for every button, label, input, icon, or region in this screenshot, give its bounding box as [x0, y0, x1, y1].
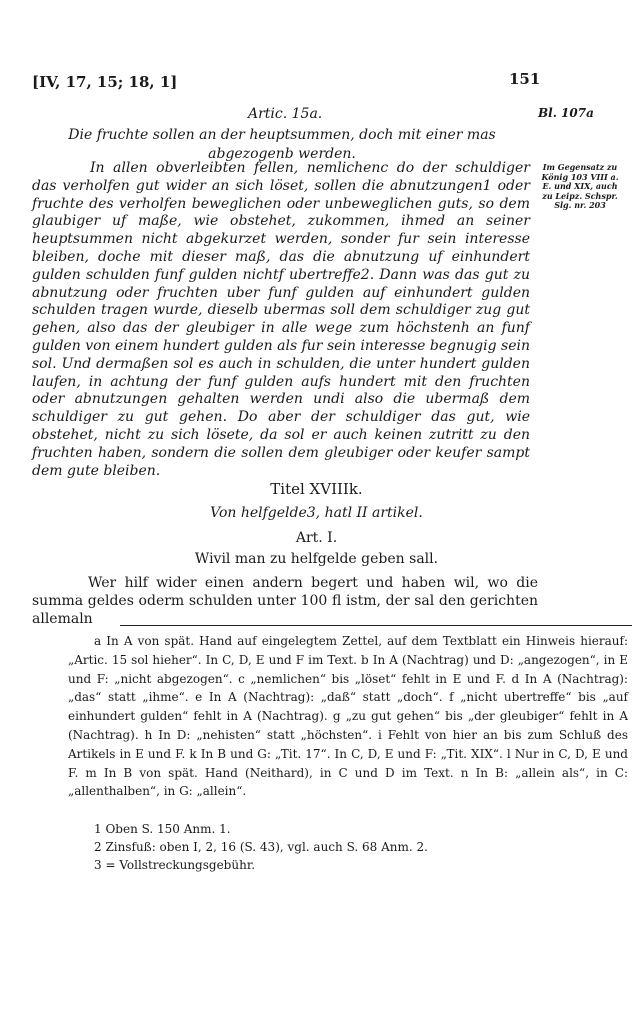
title-subheading: Von helfgelde3, hatl II artikel.	[210, 505, 423, 521]
margin-note: Im Gegensatz zu König 103 VIII a. E. und XIX, auch zu Leipz. Schspr. Slg. nr. 203	[541, 162, 619, 210]
footnote-3: 3 = Vollstreckungsgebühr.	[94, 858, 256, 872]
page-number: 151	[509, 70, 541, 88]
critical-apparatus	[68, 632, 628, 801]
article-heading: Artic. 15a.	[248, 106, 323, 122]
footnote-1: 1 Oben S. 150 Anm. 1.	[94, 822, 231, 836]
footnote-divider	[120, 625, 632, 626]
folio-reference: Bl. 107a	[538, 106, 594, 120]
title-heading: Titel XVIIIk.	[270, 480, 363, 498]
article-text	[32, 574, 538, 628]
article-intro: Die fruchte sollen an der heuptsummen, doch mit einer mas abgezogenb werden.	[68, 127, 496, 162]
article-body-text: In allen obverleibten fellen, nemlichenc do der schuldiger das verholfen gut wider an sich löset, sollen die abnutzungen1 oder fruchte des verholfen beweglichen oder unbeweglichen guts, so dem glaubiger uf maße, wie obstehet, zukommen, ihmed an seiner heuptsummen nicht abgekurzet werden, sonder fur sein interesse bleiben, doche mit dieser maß, das die abnutzung uf einhundert gulden schulden funf gulden nichtf ubertreffe2. Dann was das gut zu abnutzung oder fruchten uber funf gulden auf einhundert gulden schulden tragen wurde, dieselb ubermas soll dem schuldiger zug gut gehen, also das der gleubiger in alle wege zum höchstenh an funf gulden von einem hundert gulden als fur sein interesse begnugig sein sol. Und dermaßen sol es auch in schulden, die unter hundert gulden laufen, in achtung der funf gulden aufs hundert mit den fruchten oder abnutzungen gehalten werden undi also die ubermaß dem schuldiger zu gut gehen. Do aber der schuldiger das gut, wie obstehet, nicht zu sich lösete, da sol er auch keinen zutritt zu den fruchten haben, sondern die sollen dem gleubiger oder keufer sampt dem gute bleiben.	[32, 160, 530, 479]
running-header: [IV, 17, 15; 18, 1]	[32, 73, 178, 91]
article-title: Wivil man zu helfgelde geben sall.	[194, 551, 439, 567]
article-number: Art. I.	[295, 530, 338, 546]
apparatus-text: a In A von spät. Hand auf eingelegtem Zettel, auf dem Textblatt ein Hinweis hierauf: „Artic. 15 sol hieher“. In C, D, E und F im Text. b In A (Nachtrag) und D: „angezogen“, in E und F: „nicht abgezogen“. c „nemlichen“ bis „löset“ fehlt in E und F. d In A (Nachtrag): „das“ statt „ihme“. e In A (Nachtrag): „daß“ statt „doch“. f „nicht ubertreffe“ bis „auf einhundert gulden“ fehlt in A (Nachtrag). g „zu gut gehen“ bis „der gleubiger“ fehlt in A (Nachtrag). h In D: „nehisten“ statt „höchsten“. i Fehlt von hier an bis zum Schluß des Artikels in E und F. k In B und G: „Tit. 17“. In C, D, E und F: „Tit. XIX“. l Nur in C, D, E und F. m In B von spät. Hand (Neithard), in C und D im Text. n In B: „allein als“, in C: „allenthalben“, in G: „allein“.	[68, 634, 628, 799]
article-text-body: Wer hilf wider einen andern begert und haben wil, wo die summa geldes oderm schulden unter 100 fl istm, der sal den gerichten allemaln	[32, 575, 538, 627]
article-body	[32, 160, 530, 480]
footnote-2: 2 Zinsfuß: oben I, 2, 16 (S. 43), vgl. auch S. 68 Anm. 2.	[94, 840, 428, 854]
